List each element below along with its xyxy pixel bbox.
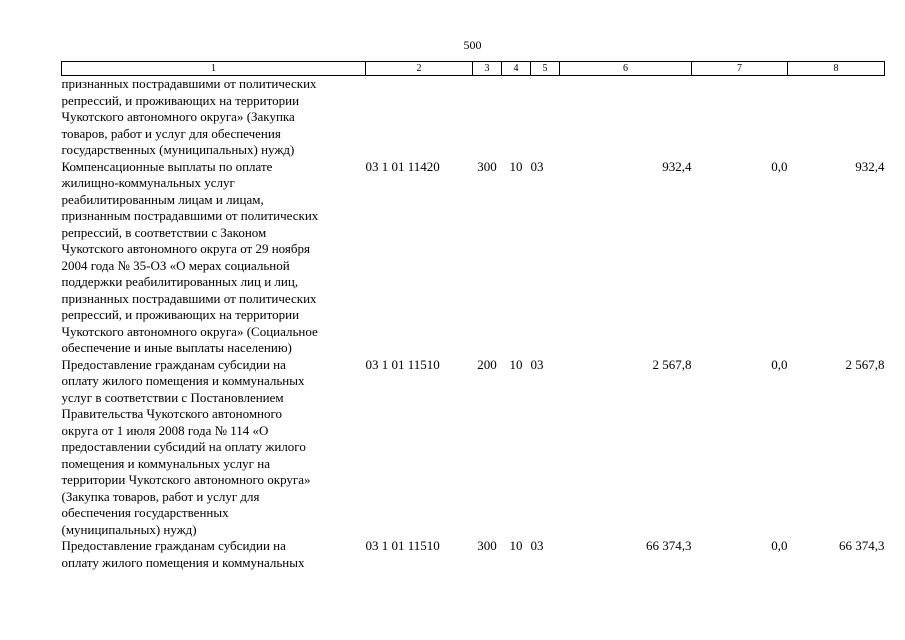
description-line: (Закупка товаров, работ и услуг для xyxy=(61,488,260,504)
target-article-code: 03 1 01 11510 xyxy=(365,538,440,553)
budget-table xyxy=(61,61,885,571)
amount-regional: 932,4 xyxy=(855,158,885,174)
description-line: Компенсационные выплаты по оплате xyxy=(61,158,273,174)
section: 10 xyxy=(509,158,523,174)
description-line: округа от 1 июля 2008 года № 114 «О xyxy=(61,422,269,438)
description-line: услуг в соответствии с Постановлением xyxy=(61,389,284,405)
table-row xyxy=(62,357,885,539)
description-line: оплату жилого помещения и коммунальных xyxy=(61,554,305,570)
table-row xyxy=(62,538,885,571)
item-description xyxy=(62,76,366,159)
column-header: 1 xyxy=(62,62,366,76)
description-line: признанных пострадавшими от политических xyxy=(61,76,317,91)
description-line: репрессий, и проживающих на территории xyxy=(61,307,300,322)
description-line: Чукотского автономного округа» (Социальное xyxy=(61,323,318,339)
column-header: 2 xyxy=(366,62,473,76)
column-header: 5 xyxy=(531,62,560,76)
target-article-code: 03 1 01 11420 xyxy=(365,158,440,174)
page-number: 500 xyxy=(463,38,482,52)
description-line: обеспечения государственных xyxy=(61,505,229,520)
subsection: 03 xyxy=(530,538,544,553)
subsection: 03 xyxy=(530,158,544,174)
column-header: 6 xyxy=(560,62,692,76)
description-line: репрессий, и проживающих на территории xyxy=(61,92,300,108)
target-article-code: 03 1 01 11510 xyxy=(365,356,440,372)
description-line: признанных пострадавшими от политических xyxy=(61,290,317,306)
description-line: Предоставление гражданам субсидии на xyxy=(61,356,286,372)
column-header: 7 xyxy=(692,62,788,76)
column-header: 3 xyxy=(473,62,502,76)
expense-type: 200 xyxy=(477,356,497,372)
description-line: Предоставление гражданам субсидии на xyxy=(61,538,286,553)
subsection: 03 xyxy=(530,356,544,372)
description-line: предоставлении субсидий на оплату жилого xyxy=(61,439,306,454)
section xyxy=(502,76,531,159)
description-line: помещения и коммунальных услуг на xyxy=(61,455,270,471)
description-line: оплату жилого помещения и коммунальных xyxy=(61,373,305,388)
amount-total xyxy=(560,76,692,159)
expense-type: 300 xyxy=(477,538,497,553)
description-line: Правительства Чукотского автономного xyxy=(61,406,283,421)
target-article-code xyxy=(366,76,473,159)
description-line: поддержки реабилитированных лиц и лиц, xyxy=(61,274,299,289)
amount-federal: 0,0 xyxy=(771,538,788,553)
section: 10 xyxy=(509,356,523,372)
expense-type xyxy=(473,76,502,159)
column-header: 4 xyxy=(502,62,531,76)
description-line: реабилитированным лицам и лицам, xyxy=(61,191,264,207)
item-description xyxy=(62,357,366,539)
subsection xyxy=(531,76,560,159)
description-line: обеспечение и иные выплаты населению) xyxy=(61,340,292,355)
section: 10 xyxy=(509,538,523,553)
description-line: государственных (муниципальных) нужд) xyxy=(61,142,295,157)
description-line: жилищно-коммунальных услуг xyxy=(61,175,235,190)
amount-federal xyxy=(692,76,788,159)
amount-total: 932,4 xyxy=(662,158,692,174)
description-line: Чукотского автономного округа» (Закупка xyxy=(61,109,295,124)
description-line: товаров, работ и услуг для обеспечения xyxy=(61,125,281,141)
description-line: территории Чукотского автономного округа» xyxy=(61,472,311,487)
amount-regional xyxy=(788,76,885,159)
column-header: 8 xyxy=(788,62,885,76)
expense-type: 300 xyxy=(477,158,497,174)
item-description xyxy=(62,159,366,357)
description-line: Чукотского автономного округа от 29 ноября xyxy=(61,241,310,256)
description-line: 2004 года № 35-ОЗ «О мерах социальной xyxy=(61,257,290,273)
table-row xyxy=(62,159,885,357)
amount-federal: 0,0 xyxy=(771,356,788,372)
amount-regional: 66 374,3 xyxy=(839,538,885,553)
amount-federal: 0,0 xyxy=(771,158,788,174)
amount-total: 66 374,3 xyxy=(646,538,692,553)
table-row xyxy=(62,76,885,159)
amount-total: 2 567,8 xyxy=(652,356,692,372)
description-line: (муниципальных) нужд) xyxy=(61,521,197,537)
item-description xyxy=(62,538,366,571)
column-header-row xyxy=(62,62,885,76)
description-line: признанным пострадавшими от политических xyxy=(61,208,319,223)
amount-regional: 2 567,8 xyxy=(845,356,885,372)
description-line: репрессий, в соответствии с Законом xyxy=(61,224,267,240)
